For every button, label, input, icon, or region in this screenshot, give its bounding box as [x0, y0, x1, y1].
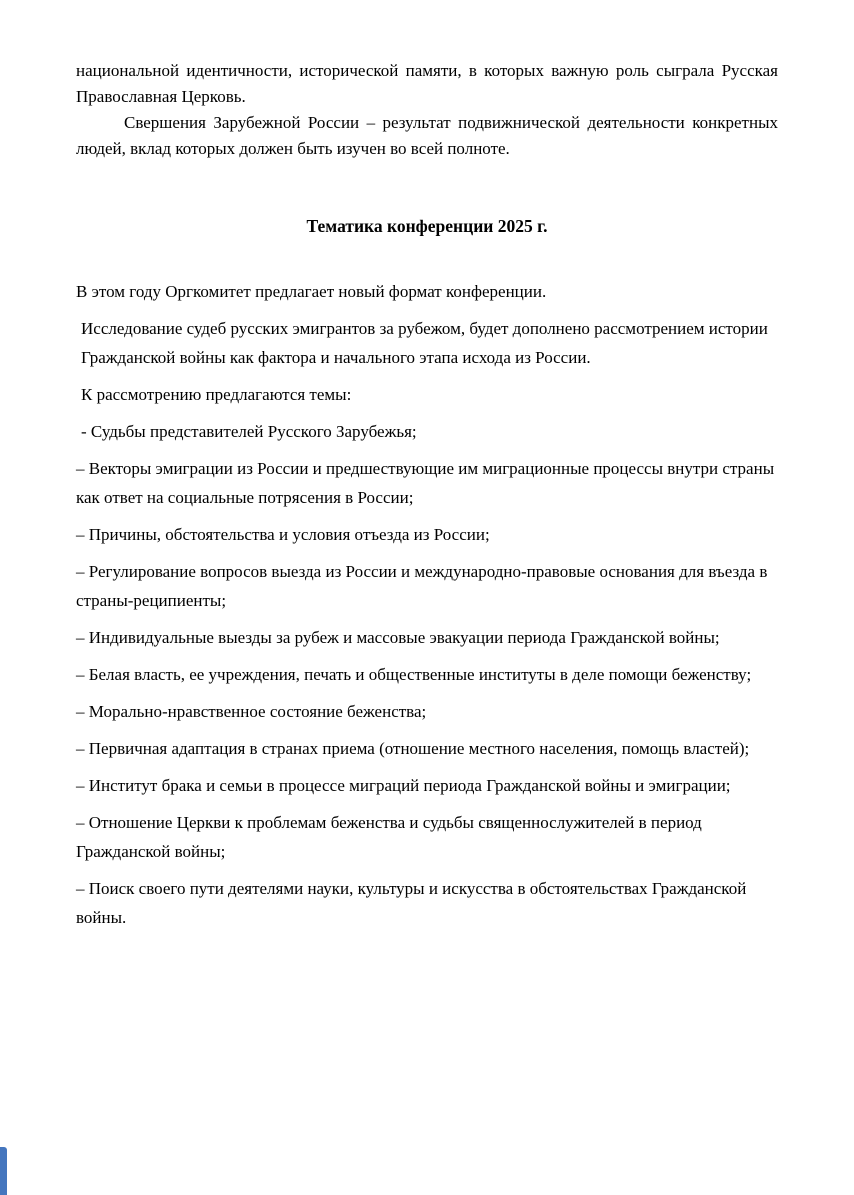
- page-corner-artifact: [0, 1147, 7, 1195]
- topic-list-item: – Индивидуальные выезды за рубеж и массовые эвакуации периода Гражданской войны;: [76, 628, 720, 647]
- topic-list-item: – Поиск своего пути деятелями науки, культуры и искусства в обстоятельствах Гражданской войны.: [76, 879, 747, 927]
- intro-paragraph: Свершения Зарубежной России – результат подвижнической деятельности конкретных людей, вклад которых должен быть изучен во всей полноте.: [76, 113, 778, 158]
- topic-list-item: – Институт брака и семьи в процессе миграций периода Гражданской войны и эмиграции;: [76, 776, 731, 795]
- topic-list-item: – Белая власть, ее учреждения, печать и общественные институты в деле помощи беженству;: [76, 665, 752, 684]
- topic-list-item: – Причины, обстоятельства и условия отъезда из России;: [76, 525, 490, 544]
- topic-list-item: – Первичная адаптация в странах приема (отношение местного населения, помощь властей);: [76, 739, 750, 758]
- topic-list-item: – Морально-нравственное состояние беженства;: [76, 702, 427, 721]
- body-paragraph: В этом году Оргкомитет предлагает новый формат конференции.: [76, 282, 547, 301]
- intro-paragraph: национальной идентичности, исторической памяти, в которых важную роль сыграла Русская Православная Церковь.: [76, 61, 778, 106]
- topic-list-item: – Регулирование вопросов выезда из России и международно-правовые основания для въезда в страны-реципиенты;: [76, 562, 768, 610]
- topic-list-item: – Отношение Церкви к проблемам беженства и судьбы священнослужителей в период Гражданской войны;: [76, 813, 702, 861]
- topic-list-item: – Векторы эмиграции из России и предшествующие им миграционные процессы внутри страны как ответ на социальные потрясения в России;: [76, 459, 775, 507]
- conference-heading: Тематика конференции 2025 г.: [306, 216, 548, 236]
- body-paragraph: К рассмотрению предлагаются темы:: [81, 385, 352, 404]
- body-paragraph: Исследование судеб русских эмигрантов за рубежом, будет дополнено рассмотрением истории Гражданской войны как фактора и начального этапа исхода из России.: [81, 319, 768, 367]
- topic-list-item: - Судьбы представителей Русского Зарубежья;: [81, 422, 417, 441]
